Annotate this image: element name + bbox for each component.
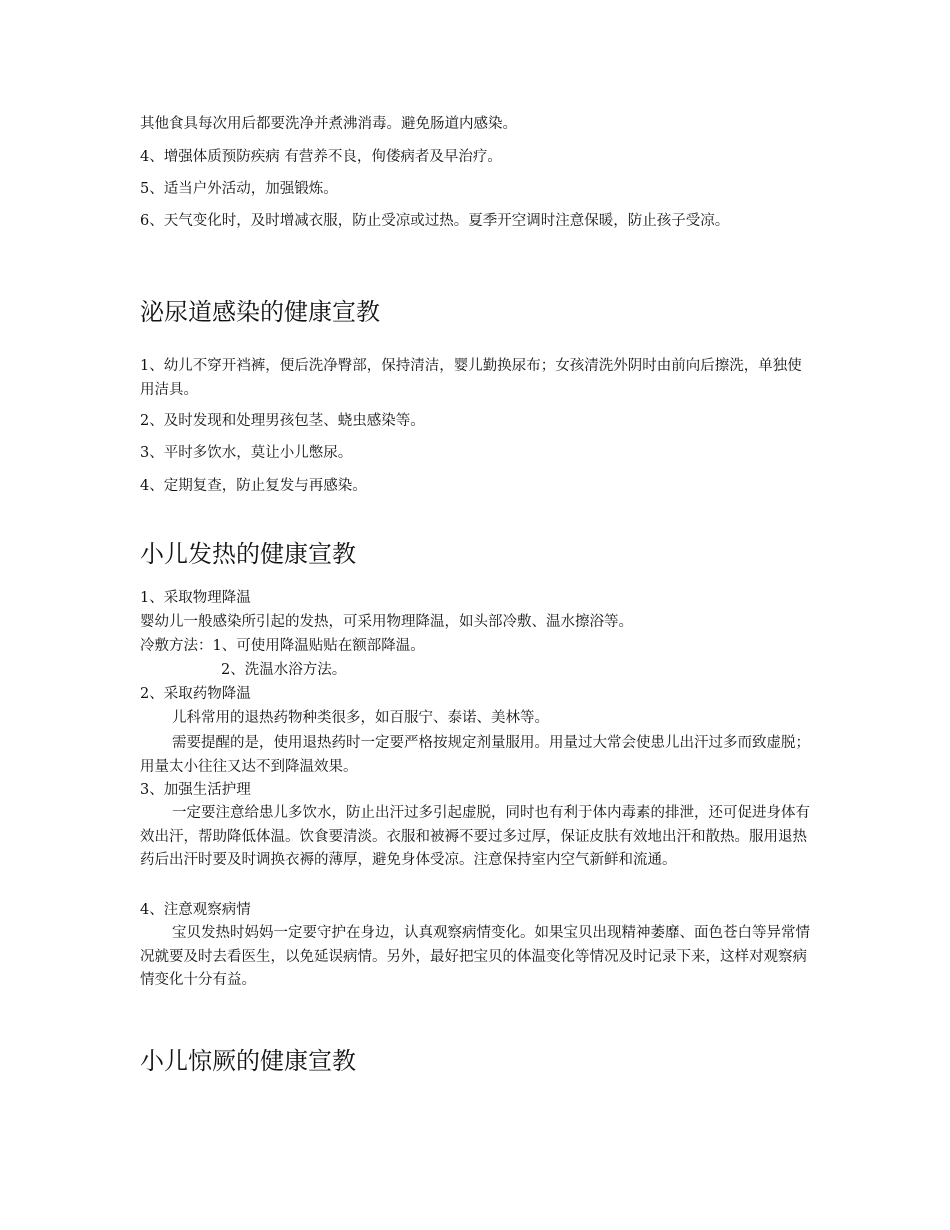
subsection-heading: 3、加强生活护理	[140, 782, 251, 798]
section-title-fever: 小儿发热的健康宣教	[140, 540, 356, 568]
list-item: 4、定期复查，防止复发与再感染。	[140, 478, 367, 494]
subsection-heading: 4、注意观察病情	[140, 902, 251, 918]
subsection-heading: 1、采取物理降温	[140, 590, 251, 606]
paragraph-line: 冷敷方法：1、可使用降温贴贴在额部降温。	[140, 638, 425, 654]
list-item: 4、增强体质预防疾病 有营养不良，佝偻病者及早治疗。	[140, 149, 502, 165]
paragraph-line: 婴幼儿一般感染所引起的发热，可采用物理降温，如头部冷敷、温水擦浴等。	[140, 614, 633, 630]
section-title-uti: 泌尿道感染的健康宣教	[140, 298, 380, 326]
list-item: 2、及时发现和处理男孩包茎、蛲虫感染等。	[140, 413, 425, 429]
paragraph: 一定要注意给患儿多饮水，防止出汗过多引起虚脱，同时也有利于体内毒素的排泄，还可促进身体有效出汗，帮助降低体温。饮食要清淡。衣服和被褥不要过多过厚，保证皮肤有效地出汗和散热。服用退热药后出汗时要及时调换衣褥的薄厚，避免身体受凉。注意保持室内空气新鲜和流通。	[140, 805, 810, 868]
list-item: 3、平时多饮水，莫让小儿憋尿。	[140, 445, 353, 461]
paragraph-line: 其他食具每次用后都要洗净并煮沸消毒。避免肠道内感染。	[140, 116, 517, 132]
list-item: 1、幼儿不穿开裆裤，便后洗净臀部，保持清洁，婴儿勤换尿布；女孩清洗外阴时由前向后擦洗，单独使用洁具。	[140, 358, 802, 398]
list-item: 6、天气变化时，及时增减衣服，防止受凉或过热。夏季开空调时注意保暖，防止孩子受凉。	[140, 213, 730, 229]
paragraph-line: 2、洗温水浴方法。	[221, 662, 347, 678]
paragraph: 宝贝发热时妈妈一定要守护在身边，认真观察病情变化。如果宝贝出现精神萎靡、面色苍白等异常情况就要及时去看医生，以免延误病情。另外，最好把宝贝的体温变化等情况及时记录下来，这样对观察病情变化十分有益。	[140, 925, 810, 988]
list-item: 5、适当户外活动，加强锻炼。	[140, 181, 338, 197]
paragraph: 需要提醒的是，使用退热药时一定要严格按规定剂量服用。用量过大常会使患儿出汗过多而致虚脱；用量太小往往又达不到降温效果。	[140, 735, 810, 775]
paragraph-line: 儿科常用的退热药物种类很多，如百服宁、泰诺、美林等。	[172, 710, 549, 726]
section-title-convulsion: 小儿惊厥的健康宣教	[140, 1047, 356, 1075]
subsection-heading: 2、采取药物降温	[140, 686, 251, 702]
